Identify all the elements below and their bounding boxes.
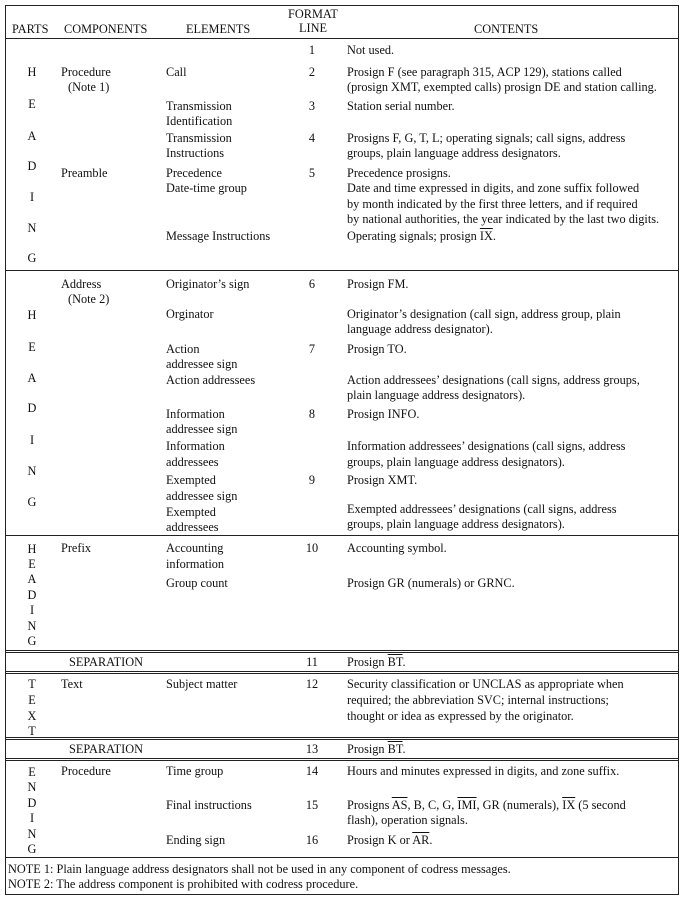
part-letter: H	[27, 308, 37, 322]
part-letter: D	[27, 796, 37, 810]
format-line-number: 8	[308, 407, 316, 421]
contents-text: required; the abbreviation SVC; internal instructions;	[347, 693, 609, 707]
element-label: Message Instructions	[166, 229, 271, 243]
header-divider	[5, 38, 679, 39]
format-line-number: 9	[308, 473, 316, 487]
prosign-ix: $\overline{IX}$	[562, 798, 576, 812]
contents-text	[347, 742, 406, 758]
contents-suffix: .	[429, 833, 433, 847]
part-letter: N	[27, 827, 37, 841]
part-letter: T	[28, 677, 36, 691]
element-label: information	[166, 557, 225, 571]
contents-text: Accounting symbol.	[347, 541, 447, 555]
contents-text: groups, plain language address designators).	[347, 517, 565, 531]
element-label: Exempted	[166, 505, 216, 519]
contents-suffix: .	[402, 655, 406, 669]
prosign-ix: $\overline{IX}$	[479, 229, 493, 243]
part-letter: E	[28, 557, 36, 571]
section-divider	[5, 535, 679, 536]
format-line-number: 16	[305, 833, 319, 847]
part-letter: X	[27, 709, 37, 723]
format-line-number: 15	[305, 798, 319, 812]
component-procedure: Procedure	[61, 65, 111, 79]
component-procedure: Procedure	[61, 764, 111, 778]
component-note: (Note 1)	[68, 80, 110, 94]
section-divider-double	[5, 671, 679, 674]
contents-text	[347, 655, 406, 671]
part-letter: E	[28, 765, 36, 779]
element-label: Subject matter	[166, 677, 238, 691]
contents-text: thought or idea as expressed by the originator.	[347, 709, 574, 723]
format-line-number: 3	[308, 99, 316, 113]
element-label: Accounting	[166, 541, 224, 555]
contents-text: by national authorities, the year indicated by the last two digits.	[347, 212, 660, 226]
element-label: Precedence	[166, 166, 222, 180]
contents-text: Information addressees’ designations (call signs, address	[347, 439, 626, 453]
component-text: Text	[61, 677, 83, 691]
contents-text: Hours and minutes expressed in digits, and zone suffix.	[347, 764, 620, 778]
section-divider-double	[5, 737, 679, 740]
separation-label: SEPARATION	[69, 655, 144, 669]
contents-prefix: Prosign	[347, 742, 388, 756]
element-label: Orginator	[166, 307, 214, 321]
format-line-number: 13	[305, 742, 319, 756]
header-line: LINE	[299, 21, 327, 35]
contents-text: Prosigns F, G, T, L; operating signals; call signs, address	[347, 131, 626, 145]
element-label: Call	[166, 65, 187, 79]
contents-text: groups, plain language address designators.	[347, 146, 561, 160]
element-label: Transmission	[166, 99, 232, 113]
part-letter: A	[27, 572, 37, 586]
element-label: addressees	[166, 520, 219, 534]
contents-text: Security classification or UNCLAS as appropriate when	[347, 677, 624, 691]
contents-text: by month indicated by the first three letters, and if required	[347, 197, 638, 211]
part-letter: N	[27, 221, 37, 235]
part-letter: I	[29, 603, 35, 617]
element-label: addressee sign	[166, 357, 238, 371]
element-label: Transmission	[166, 131, 232, 145]
contents-text: Originator’s designation (call sign, address group, plain	[347, 307, 621, 321]
prosign-ar: $\overline{AR}$	[412, 833, 430, 847]
element-label: Originator’s sign	[166, 277, 250, 291]
section-divider	[5, 270, 679, 271]
part-letter: T	[28, 724, 36, 738]
header-parts: PARTS	[12, 22, 49, 36]
part-letter: E	[28, 340, 36, 354]
prosign-bt: $\overline{BT}$	[387, 742, 403, 756]
header-elements: ELEMENTS	[186, 22, 251, 36]
contents-prefix: Prosign K or	[347, 833, 413, 847]
contents-text: Station serial number.	[347, 99, 455, 113]
element-label: Information	[166, 439, 225, 453]
component-address: Address	[61, 277, 102, 291]
part-letter: I	[29, 190, 35, 204]
element-label: Date-time group	[166, 181, 247, 195]
contents-text: Prosign GR (numerals) or GRNC.	[347, 576, 515, 590]
format-line-number: 6	[308, 277, 316, 291]
element-label: Ending sign	[166, 833, 226, 847]
part-letter: D	[27, 588, 37, 602]
format-line-number: 5	[308, 166, 316, 180]
format-line-number: 2	[308, 65, 316, 79]
part-letter: D	[27, 159, 37, 173]
contents-suffix: .	[402, 742, 406, 756]
contents-text: Exempted addressees’ designations (call signs, address	[347, 502, 617, 516]
contents-text: flash), operation signals.	[347, 813, 468, 827]
contents-text: Not used.	[347, 43, 395, 57]
contents-prefix: Prosigns	[347, 798, 392, 812]
element-label: Group count	[166, 576, 228, 590]
contents-text: Action addressees’ designations (call signs, address groups,	[347, 373, 640, 387]
section-divider-double	[5, 650, 679, 653]
separation-label: SEPARATION	[69, 742, 144, 756]
part-letter: E	[28, 693, 36, 707]
element-label: addressees	[166, 455, 219, 469]
element-label: Identification	[166, 114, 233, 128]
header-components: COMPONENTS	[64, 22, 148, 36]
part-letter: G	[27, 634, 37, 648]
contents-tail: (5 second	[575, 798, 626, 812]
part-letter: I	[29, 811, 35, 825]
element-label: Exempted	[166, 473, 216, 487]
contents-text: plain language address designators).	[347, 388, 526, 402]
note-1: NOTE 1: Plain language address designators shall not be used in any component of codress messages.	[8, 862, 511, 876]
contents-text: groups, plain language address designators).	[347, 455, 565, 469]
element-label: Final instructions	[166, 798, 252, 812]
contents-text: Precedence prosigns.	[347, 166, 451, 180]
component-preamble: Preamble	[61, 166, 108, 180]
prosign-imi: $\overline{IMI}$	[457, 798, 477, 812]
header-format: FORMAT	[288, 7, 338, 21]
format-line-number: 4	[308, 131, 316, 145]
format-line-number: 14	[305, 764, 319, 778]
notes-divider	[5, 857, 679, 858]
element-label: Time group	[166, 764, 224, 778]
contents-text: Prosign F (see paragraph 315, ACP 129), stations called	[347, 65, 622, 79]
component-prefix: Prefix	[61, 541, 92, 555]
part-letter: N	[27, 780, 37, 794]
part-letter: A	[27, 129, 37, 143]
contents-text	[347, 833, 432, 849]
contents-text: Prosign INFO.	[347, 407, 420, 421]
element-label: Information	[166, 407, 225, 421]
section-divider-double	[5, 758, 679, 761]
format-line-number: 7	[308, 342, 316, 356]
contents-suffix: .	[492, 229, 496, 243]
header-contents: CONTENTS	[474, 22, 539, 36]
note-2: NOTE 2: The address component is prohibited with codress procedure.	[8, 877, 359, 891]
element-label: Action	[166, 342, 200, 356]
part-letter: H	[27, 542, 37, 556]
part-letter: G	[27, 251, 37, 265]
part-letter: N	[27, 619, 37, 633]
contents-prefix: Operating signals; prosign	[347, 229, 477, 243]
contents-prefix: Prosign	[347, 655, 388, 669]
prosign-as: $\overline{AS}$	[391, 798, 408, 812]
part-letter: H	[27, 65, 37, 79]
part-letter: A	[27, 371, 37, 385]
format-line-number: 11	[306, 655, 318, 669]
contents-mid: , GR (numerals),	[476, 798, 563, 812]
part-letter: G	[27, 842, 37, 856]
contents-text: Prosign TO.	[347, 342, 407, 356]
element-label: addressee sign	[166, 489, 238, 503]
format-line-number: 10	[305, 541, 319, 555]
contents-text: Prosign XMT.	[347, 473, 418, 487]
element-label: Instructions	[166, 146, 225, 160]
format-line-number: 12	[305, 677, 319, 691]
contents-mid: , B, C, G,	[407, 798, 458, 812]
part-letter: D	[27, 401, 37, 415]
part-letter: N	[27, 464, 37, 478]
contents-text: language address designator).	[347, 322, 493, 336]
contents-text: Date and time expressed in digits, and zone suffix followed	[347, 181, 640, 195]
contents-text	[347, 229, 496, 245]
format-line-number: 1	[308, 43, 316, 57]
element-label: addressee sign	[166, 422, 238, 436]
contents-text: Prosign FM.	[347, 277, 409, 291]
element-label: Action addressees	[166, 373, 256, 387]
component-note: (Note 2)	[68, 292, 110, 306]
part-letter: G	[27, 495, 37, 509]
prosign-bt: $\overline{BT}$	[387, 655, 403, 669]
contents-text: (prosign XMT, exempted calls) prosign DE and station calling.	[347, 80, 657, 94]
part-letter: E	[28, 97, 36, 111]
contents-text	[347, 798, 626, 814]
part-letter: I	[29, 433, 35, 447]
